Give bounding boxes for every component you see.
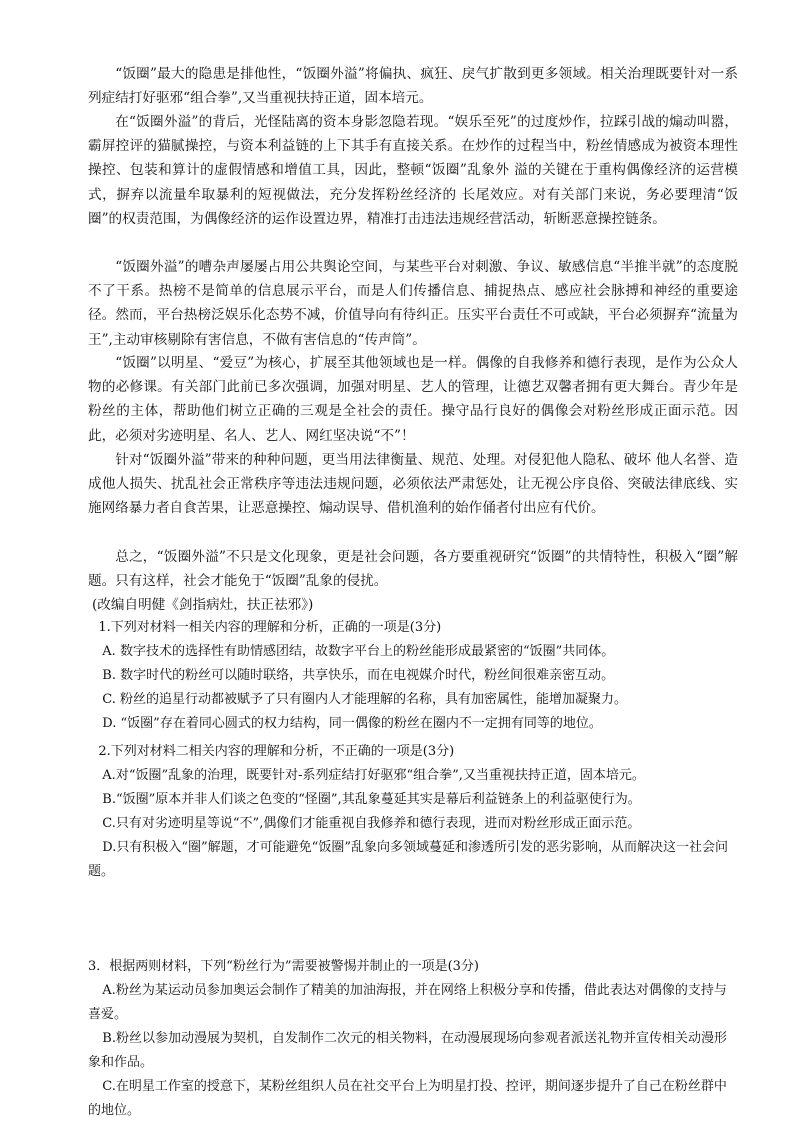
option-c: C.只有对劣迹明星等说“不”,偶像们才能重视自我修养和德行表现，进而对粉丝形成正面示范。 (102, 816, 641, 831)
question-2 (88, 740, 738, 884)
option-a: A.粉丝为某运动员参加奥运会制作了精美的加油海报，并在网络上积极分享和传播，借此表达对偶像的支持与喜爱。 (88, 983, 727, 1022)
question-stem: 3．根据两则材料，下列“粉丝行为”需要被警惕并制止的一项是(3分) (88, 959, 479, 974)
paragraph-2: 在“饭圈外溢”的背后，光怪陆离的资本身影忽隐若现。“娱乐至死”的过度炒作，拉踩引战的煽动叫嚣，霸屏控评的猫腻操控，与资本利益链的上下其手有直接关系。在炒作的过程当中，粉丝情感成为被资本理性操控、包装和算计的虚假情感和增值工具，因此，整顿“饭圈”乱象外 溢的关键在于重构偶像经济的运营模式，摒弃以流量牟取暴利的短视做法，充分发挥粉丝经济的 长尾效应。对有关部门来说，务必要理清“饭圈”的权责范围，为偶像经济的运作设置边界，精准打击违法违规经营活动，斩断恶意操控链条。 (88, 114, 738, 227)
question-stem: 2.下列对材料二相关内容的理解和分析，不正确的一项是(3分) (98, 744, 455, 759)
option-b: B.粉丝以参加动漫展为契机，自发制作二次元的相关物料，在动漫展现场向参观者派送礼物并宣传相关动漫形象和作品。 (88, 1031, 727, 1070)
paragraph-5: 针对“饭圈外溢”带来的种种问题，更当用法律衡量、规范、处理。对侵犯他人隐私、破坏 他人名誉、造成他人损失、扰乱社会正常秩序等违法违规问题，必须依法严肃惩处，让无视公序良俗、突破法律底线、实施网络暴力者自食苦果，让恶意操控、煽动误导、借机渔利的始作俑者付出应有代价。 (88, 452, 738, 517)
option-d: D. “饭圈”存在着同心圆式的权力结构，同一偶像的粉丝在圈内不一定拥有同等的地位。 (102, 716, 602, 731)
paragraph-4: “饭圈”以明星、“爱豆”为核心，扩展至其他领域也是一样。偶像的自我修养和德行表现，是作为公众人物的必修课。有关部门此前已多次强调，加强对明星、艺人的管理，让德艺双馨者拥有更大舞台。青少年是粉丝的主体，帮助他们树立正确的三观是全社会的责任。操守品行良好的偶像会对粉丝形成正面示范。因此，必须对劣迹明星、名人、艺人、网红坚决说“不”！ (88, 355, 738, 444)
option-a: A. 数字技术的选择性有助情感团结，故数字平台上的粉丝能形成最紧密的“饭圈”共同体。 (102, 644, 615, 659)
paragraph-6: 总之，“饭圈外溢”不只是文化现象，更是社会问题，各方要重视研究“饭圈”的共情特性，积极入“圈”解题。只有这样，社会才能免于“饭圈”乱象的侵扰。 (88, 549, 738, 590)
option-b: B. 数字时代的粉丝可以随时联络，共享快乐，而在电视媒介时代，粉丝间很难亲密互动。 (102, 668, 615, 683)
option-b: B.“饭圈”原本并非人们谈之色变的“怪圈”,其乱象蔓延其实是幕后利益链条上的利益驱使行为。 (102, 792, 641, 807)
option-c: C.在明星工作室的授意下，某粉丝组织人员在社交平台上为明星打投、控评，期间逐步提升了自己在粉丝群中的地位。 (88, 1079, 727, 1118)
option-d: D.只有积极入“圈”解题，才可能避免“饭圈”乱象向多领域蔓延和渗透所引发的恶劣影响，从而解决这一社会问题。 (88, 840, 728, 879)
option-a: A.对“饭圈”乱象的治理，既要针对-系列症结打好驱邪“组合拳”,又当重视扶持正道，固本培元。 (102, 768, 645, 783)
question-3 (88, 955, 738, 1123)
paragraph-1: “饭圈”最大的隐患是排他性，“饭圈外溢”将偏执、疯狂、戾气扩散到更多领域。相关治理既要针对一系列症结打好驱邪“组合拳”,又当重视扶持正道，固本培元。 (88, 66, 738, 107)
source-citation: (改编自明健《剑指病灶，扶正祛邪》) (92, 597, 314, 613)
question-1 (88, 616, 738, 736)
paragraph-3: “饭圈外溢”的嘈杂声屡屡占用公共舆论空间，与某些平台对刺激、争议、敏感信息“半推半就”的态度脱不了干系。热榜不是简单的信息展示平台，而是人们传播信息、捕捉热点、感应社会脉搏和神经的重要途径。然而，平台热榜泛娱乐化态势不减，价值导向有待纠正。压实平台责任不可或缺，平台必须摒弃“流量为王”,主动审核剔除有害信息，不做有害信息的“传声筒”。 (88, 259, 738, 348)
question-stem: 1.下列对材料一相关内容的理解和分析，正确的一项是(3分) (98, 620, 442, 635)
option-c: C. 粉丝的追星行动都被赋予了只有圈内人才能理解的名称，具有加密属性，能增加凝聚力。 (102, 692, 628, 707)
